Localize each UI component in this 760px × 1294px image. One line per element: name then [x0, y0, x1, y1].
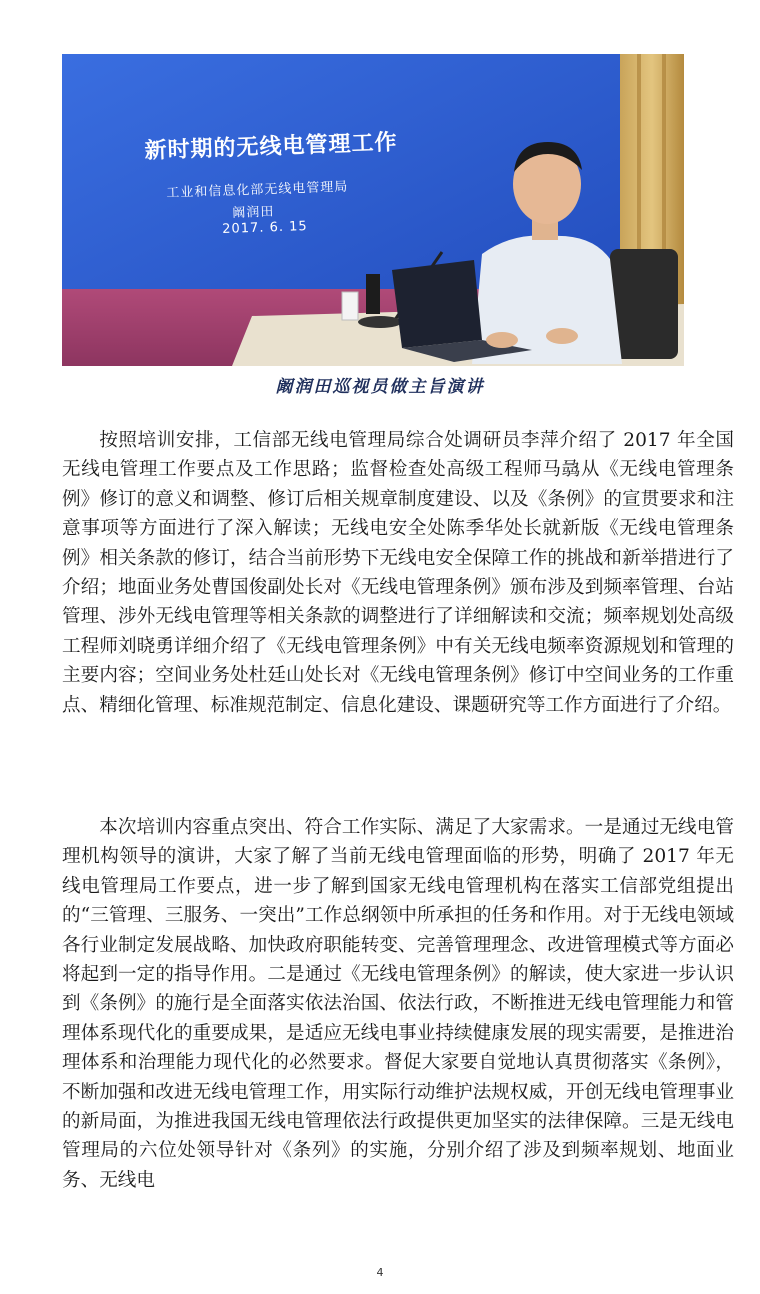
speaker-photo-scene — [62, 54, 684, 366]
paragraph-1: 按照培训安排，工信部无线电管理局综合处调研员李萍介绍了 2017 年全国无线电管理工作要点及工作思路；监督检查处高级工程师马骉从《无线电管理条例》修订的意义和调整、修订后相关规章制度建设、以及《条例》的宣贯要求和注意事项等方面进行了深入解读；无线电安全处陈季华处长就新版《无线电管理条例》相关条款的修订，结合当前形势下无线电安全保障工作的挑战和新举措进行了介绍；地面业务处曹国俊副处长对《无线电管理条例》颁布涉及到频率管理、台站管理、涉外无线电管理等相关条款的调整进行了详细解读和交流；频率规划处高级工程师刘晓勇详细介绍了《无线电管理条例》中有关无线电频率资源规划和管理的主要内容；空间业务处杜廷山处长对《无线电管理条例》修订中空间业务的工作重点、精细化管理、标准规范制定、信息化建设、课题研究等工作方面进行了介绍。 — [62, 430, 734, 716]
page-number: 4 — [376, 1266, 384, 1279]
photo-caption: 阚润田巡视员做主旨演讲 — [275, 377, 485, 397]
slide-organization: 工业和信息化部无线电管理局 — [166, 179, 349, 201]
slide-title: 新时期的无线电管理工作 — [144, 130, 398, 164]
slide-presenter-name: 阚润田 — [232, 204, 275, 221]
speaker-photo — [62, 54, 684, 366]
paragraph-2: 本次培训内容重点突出、符合工作实际、满足了大家需求。一是通过无线电管理机构领导的演讲，大家了解了当前无线电管理面临的形势，明确了 2017 年无线电管理局工作要点，进一步了解到国家无线电管理机构在落实工信部党组提出的“三管理、三服务、一突出”工作总纲领中所承担的任务和作用。对于无线电领域各行业制定发展战略、加快政府职能转变、完善管理理念、改进管理模式等方面必将起到一定的指导作用。二是通过《无线电管理条例》的解读，使大家进一步认识到《条例》的施行是全面落实依法治国、依法行政，不断推进无线电管理能力和管理体系现代化的重要成果，是适应无线电事业持续健康发展的现实需要，是推进治理体系和治理能力现代化的必然要求。督促大家要自觉地认真贯彻落实《条例》，不断加强和改进无线电管理工作，用实际行动维护法规权威，开创无线电管理事业的新局面，为推进我国无线电管理依法行政提供更加坚实的法律保障。三是无线电管理局的六位处领导针对《条列》的实施，分别介绍了涉及到频率规划、地面业务、无线电 — [62, 817, 734, 1191]
slide-date: 2017. 6. 15 — [222, 219, 308, 237]
